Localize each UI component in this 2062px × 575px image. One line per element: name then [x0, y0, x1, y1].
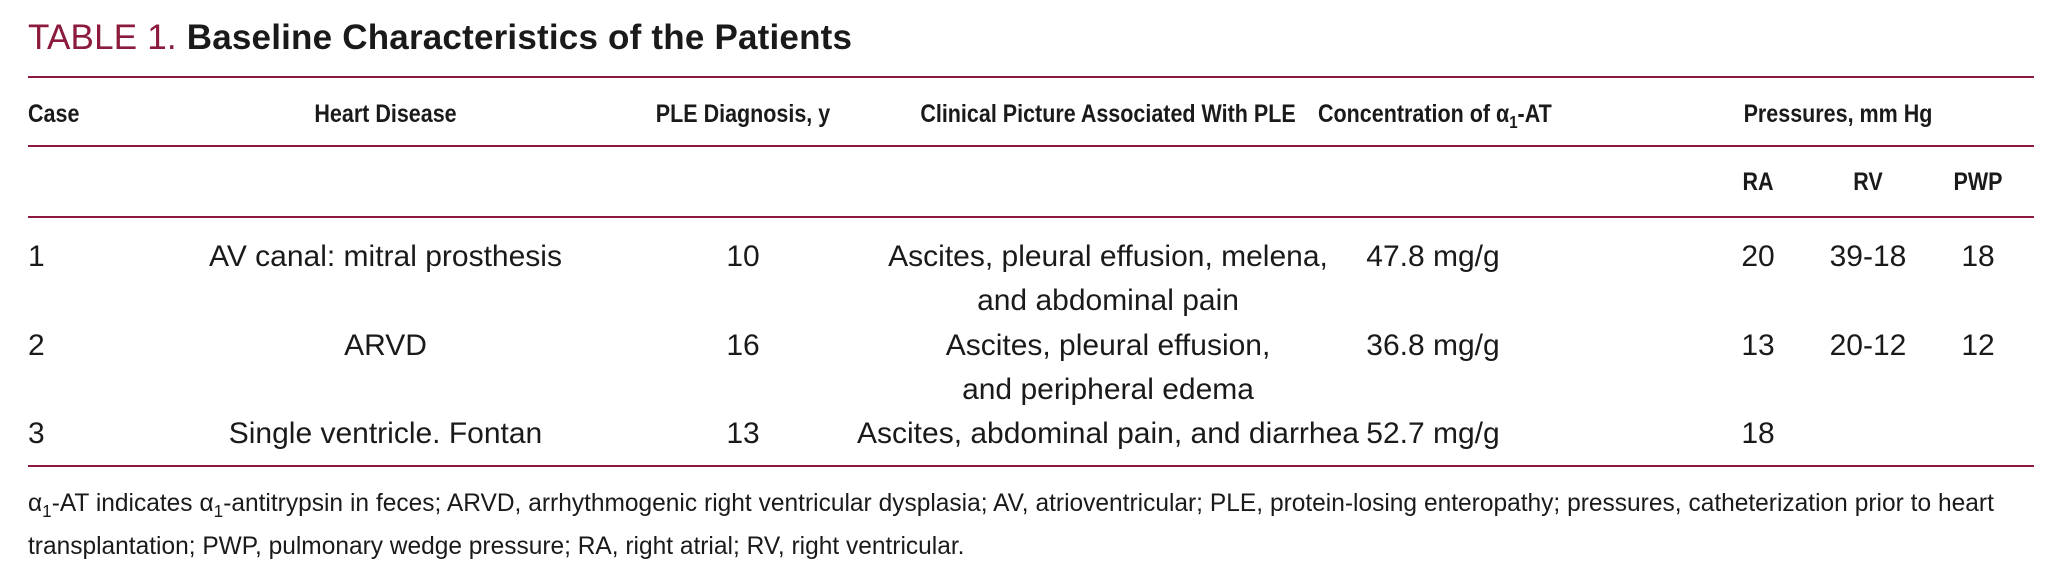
- header-concentration-prefix: Concentration of α: [1318, 100, 1510, 128]
- header-case: Case: [28, 100, 80, 128]
- header-concentration: [1318, 92, 1552, 144]
- cell-ple-diagnosis: 16: [726, 329, 760, 362]
- bottom-rule: [28, 465, 2034, 467]
- footnote-sub: 1: [42, 501, 52, 522]
- cell-ra: 13: [1741, 329, 1775, 362]
- cell-pwp: 12: [1961, 329, 1995, 362]
- footnote-alpha: α: [28, 489, 43, 517]
- table-name: Baseline Characteristics of the Patients: [186, 18, 853, 57]
- table-footnote: [28, 486, 1994, 564]
- cell-case: 3: [28, 417, 45, 450]
- cell-heart-disease: AV canal: mitral prosthesis: [209, 240, 562, 273]
- cell-ple-diagnosis: 13: [726, 417, 760, 450]
- cell-concentration: 52.7 mg/g: [1366, 417, 1500, 450]
- cell-clinical-line2: and peripheral edema: [962, 373, 1254, 406]
- cell-case: 2: [28, 329, 45, 362]
- header-heart-disease: Heart Disease: [314, 100, 457, 128]
- header-concentration-suffix: -AT: [1517, 100, 1552, 128]
- header-ple-diagnosis: PLE Diagnosis, y: [655, 100, 831, 128]
- header-ra: RA: [1742, 168, 1774, 196]
- footnote-text-a: -AT indicates α: [51, 489, 214, 517]
- cell-rv: 39-18: [1829, 240, 1907, 273]
- cell-concentration: 36.8 mg/g: [1366, 329, 1500, 362]
- footnote-text-b: -antitrypsin in feces; ARVD, arrhythmogenic right ventricular dysplasia; AV, atrioventricular; PLE, protein-losing enteropathy; pressures, catheterization prior to heart transplantation; PWP, pulmonary wedge pressure; RA, right atrial; RV, right ventricular.: [28, 489, 1994, 561]
- header-clinical-picture: Clinical Picture Associated With PLE: [920, 100, 1296, 128]
- table-label: TABLE 1.: [28, 18, 177, 57]
- cell-concentration: 47.8 mg/g: [1366, 240, 1500, 273]
- cell-ple-diagnosis: 10: [726, 240, 760, 273]
- cell-clinical-line1: Ascites, pleural effusion,: [945, 329, 1271, 362]
- top-rule: [28, 76, 2034, 78]
- cell-heart-disease: ARVD: [344, 329, 427, 362]
- cell-ra: 20: [1741, 240, 1775, 273]
- header-rv: RV: [1853, 168, 1883, 196]
- header-pwp: PWP: [1953, 168, 2003, 196]
- header-pressures: Pressures, mm Hg: [1743, 100, 1933, 128]
- footnote-sub: 1: [213, 501, 224, 522]
- cell-rv: 20-12: [1829, 329, 1907, 362]
- cell-ra: 18: [1741, 417, 1775, 450]
- header-rule: [28, 145, 2034, 147]
- header-concentration-sub: 1: [1509, 112, 1518, 133]
- cell-clinical-line1: Ascites, abdominal pain, and diarrhea: [857, 417, 1359, 450]
- table-title: [28, 18, 852, 58]
- cell-pwp: 18: [1961, 240, 1995, 273]
- table-figure: [28, 0, 2034, 575]
- cell-case: 1: [28, 240, 45, 273]
- cell-clinical-line2: and abdominal pain: [977, 284, 1239, 317]
- subheader-rule: [28, 216, 2034, 218]
- cell-clinical-line1: Ascites, pleural effusion, melena,: [888, 240, 1328, 273]
- cell-heart-disease: Single ventricle. Fontan: [228, 417, 543, 450]
